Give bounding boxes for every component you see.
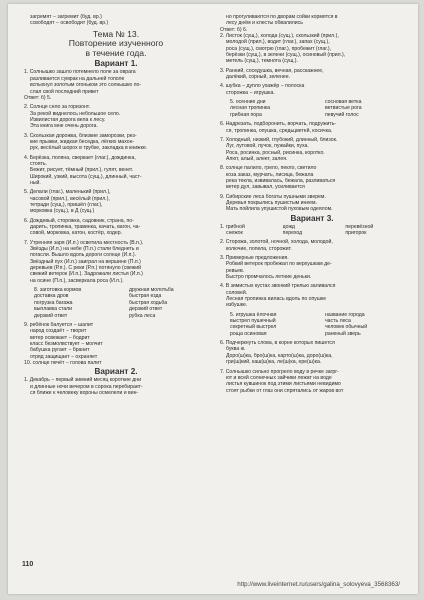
text-line: метель (сущ.), темнота (сущ.). (226, 58, 298, 65)
text-line: совой, морковка, катон, костёр, ходер. (30, 230, 123, 237)
text-line: 1. Декабрь − первый зимний месяц короткие дни (24, 377, 141, 384)
text-line: Луг, лутовой, пучок, пужайки, пуха. (226, 143, 309, 150)
answer-line: Ответ: б) 5. (24, 94, 52, 101)
text-line: гри(ш)кий, каш(ш)ка, ле(ш)ка, ере(ш)ка. (226, 359, 322, 366)
text-line: класс безмолвствует − молчит (30, 340, 103, 347)
grid-cell: секретный выстрел (230, 324, 277, 331)
grid-cell: раненый зверь (325, 330, 361, 337)
text-line: 4. шубка − дупло ухажёр − полоска (220, 83, 305, 90)
exercise-v3-4 (220, 283, 404, 308)
text-line: сторожка − игрушка. (226, 89, 275, 96)
text-line: Звёзды (И.п.) на небе (П.п.) стали бледнеть и (30, 246, 139, 253)
text-line: свежий ветерок (И.п.). Задрожали листья (И.п.) (30, 271, 143, 278)
exercise-4 (220, 83, 404, 96)
title-line: в течение года. (85, 47, 147, 58)
text-line: 4. Берёзка, поляна, сверкает (глаг.), дождинка, (24, 154, 136, 161)
text-line: 10. солнце печёт − голова палит (24, 359, 102, 366)
grid-cell: ветвистые рога (325, 105, 362, 112)
text-line: 8. солнце палило, грело, пекло, светило (220, 165, 317, 172)
exercise-7 (24, 240, 208, 284)
text-line: коза заказ, мурчать, лисица, бежала (226, 171, 314, 178)
right-top-lines (220, 14, 404, 27)
grid-cell: лесная тропинка (230, 105, 271, 112)
text-line: морковка (сущ.), в Д (сущ.) (30, 208, 95, 215)
page-number: 110 (22, 561, 34, 568)
text-line: 6. Надрезать, подборонить, ворчать, подружить- (220, 121, 337, 128)
text-line: 3. Примерные предложения. (220, 255, 289, 261)
grid-cell: 5. осенние дни (230, 99, 266, 106)
grid-cell: быстрая ходьба (129, 299, 168, 306)
exercise-9 (24, 322, 208, 360)
text-line: народ создаёт − творит (30, 328, 87, 335)
grid-cell: 1. грибной (220, 223, 245, 230)
text-line: ветер освежает − бодрит (30, 334, 90, 341)
exercise-v2-1 (24, 377, 208, 396)
text-line: Роса, росинка, росный, рисинка, коротко. (226, 149, 325, 156)
text-line: Мать пойлила упушистой пуховым одеялом. (226, 206, 333, 213)
text-line: 6. Подчеркнуть слова, в корне которых пишется (220, 340, 335, 347)
grid-cell: часть леса (325, 318, 351, 325)
grid-cell: перевёзной (345, 223, 374, 230)
text-line: Звёздный пух (И.п.) заиграл на вершине (П.п.) (30, 258, 141, 265)
text-line: слал свой последний привет (30, 88, 99, 95)
text-line: 2. Сторожа, золотой, ночной, холода, молодой, (220, 239, 333, 246)
grid-cell: дружная молотьба (129, 287, 174, 294)
text-line: 3. Ранний, соседушка, вечная, расскажнее, (220, 67, 324, 74)
text-line: листья кувшинок под этими листьями невидимо (226, 381, 341, 388)
variant-heading: Вариант 2. (94, 367, 138, 377)
text-line: ся, тропинка, опушка, средьцветей, косичка. (226, 127, 333, 134)
text-line: 7. Утренняя заря (И.п.) осветила местность (В.п.). (24, 239, 144, 246)
text-line: буква ж. (226, 346, 246, 353)
grid-cell: пригорок (345, 229, 367, 236)
text-line: но прогуливаются по дворам сойки кормятся в (226, 14, 338, 20)
text-line: Лесная тропинка вилась вдоль по опушке (226, 296, 327, 303)
text-line: ветер дул, завывал, усиливается (226, 184, 305, 191)
grid-cell: дерзкий ответ (129, 306, 163, 313)
grid-cell: быстрая езда (129, 293, 162, 300)
text-line: ссвободят − освободит (буд. вр.) (30, 20, 109, 27)
exercise-6 (24, 218, 208, 237)
text-line: Робкий ветерок пробежал по верхушкам де- (226, 261, 332, 268)
text-line: 2. Листок (сущ.), холода (сущ.), скользкий (прил.), (220, 33, 339, 40)
grid-cell: снежок (226, 229, 243, 236)
exercise-2 (220, 33, 404, 65)
text-line: ный. (30, 179, 41, 186)
exercise-v3-7 (220, 369, 404, 394)
text-line: Быстро промчалось летние деньки. (226, 274, 312, 281)
text-line: ют и всей солнечных зайчики лежат на воде (226, 374, 332, 381)
variant-heading: Вариант 3. (290, 213, 334, 223)
text-line: вспыхнул золотым огоньком это солнышко по- (30, 82, 142, 89)
exercise-v3-1-table (220, 224, 404, 237)
exercise-1 (24, 69, 208, 101)
text-line: 7. Солнышко сильно прогрело воду в речке загрг- (220, 368, 339, 375)
exercise-2 (24, 104, 208, 129)
exercise-v3-5-table (220, 312, 404, 337)
grid-cell: 8. заготовка кормов (34, 287, 82, 294)
exercise-4 (24, 155, 208, 187)
grid-cell: человек обычный (325, 324, 368, 331)
text-line: Деревья покрылись пушистым инеем. (226, 199, 317, 206)
text-line: бабушка ругает − бранит (30, 347, 90, 354)
left-column (24, 14, 208, 396)
grid-cell: дожд (282, 223, 295, 230)
exercise-3 (220, 68, 404, 81)
exercise-v3-2 (220, 239, 404, 252)
text-line: 3. Скользкая дорожка, близкие заморозки, рез- (24, 132, 137, 139)
title-line: Повторение изученного (68, 38, 164, 49)
answer-line: Ответ: б) 6. (220, 26, 248, 33)
exercise-8 (220, 165, 404, 190)
text-line: стоять. (30, 160, 47, 167)
text-line: Широкий, узкий, высота (сущ.), длинный, част- (30, 173, 142, 180)
grid-cell: 5. игрушка ёлочная (230, 311, 277, 318)
text-line: Доро(ш)ка, бро(ш)ка, карто(ш)ка, доро(ш)ка, (226, 352, 333, 359)
text-line: Бежит, рисует, тёмный (прил.), гулят, венет. (30, 167, 134, 174)
exercise-8-table (24, 287, 208, 319)
text-line: берёзки (сущ.), в зелени (сущ.), осиновый (прил.), (226, 52, 346, 59)
exercise-9 (220, 194, 404, 213)
grid-cell: сосновая ветка (325, 99, 362, 106)
title-line: Тема № 13. (92, 28, 140, 39)
text-line: на осине (П.п.), засверкала роса (И.п.). (30, 277, 124, 284)
text-line: 6. Дождевый, сторожка, садовник, страна, по- (24, 217, 134, 224)
document-page (8, 4, 418, 594)
topic-title (24, 30, 208, 59)
exercise-6 (220, 121, 404, 134)
text-line: разливается сумрак на дальней тополе (30, 75, 125, 82)
text-line: 2. Солнце село за горизонт. (24, 104, 90, 111)
variant-heading: Вариант 1. (94, 59, 138, 69)
text-line: лесу днём и клесты обвалились (226, 20, 303, 27)
grid-cell: рубка леса (129, 312, 156, 319)
grid-cell: погрузка багажа (34, 299, 73, 306)
grid-cell: грибная пора (230, 111, 262, 118)
grid-cell: певучий голос (325, 111, 359, 118)
exercise-v3-3 (220, 255, 404, 280)
source-url[interactable]: http://www.liveinternet.ru/users/galina_solovyeva_3568363/ (237, 581, 400, 588)
left-top-lines (24, 14, 208, 27)
text-line: погасли. Вышло вдоль дороги солнце (И.п.). (30, 252, 137, 259)
grid-cell: выстрел пушечный (230, 318, 276, 325)
text-line: река текла, извивалась, бежала, разливаться (226, 177, 336, 184)
text-line: ся ближе к человеку вороны осмелели и вин- (30, 389, 139, 396)
text-line: и длинные ночи вечером в сорока перебирает- (30, 383, 143, 390)
text-line: 9. Сибирские леса богаты пушными зверем. (220, 193, 326, 200)
text-line: рук, весёлый шорох в трубке, закладка в книжке. (30, 145, 148, 152)
exercise-v3-6 (220, 340, 404, 365)
text-line: роса (сущ.), смотрю (глаг.), пробежит (глаг.), (226, 45, 332, 52)
right-column (220, 14, 404, 394)
text-line: 4. В зимистых кустах звонкий трелью заливался (220, 283, 336, 290)
text-line: 7. Холодный, низкий, глубокий, длинный, близок. (220, 136, 338, 143)
text-line: колючие, попела, сторожит. (226, 245, 292, 252)
exercise-5 (24, 189, 208, 214)
grid-cell: роща осиновая (230, 330, 267, 337)
text-line: ревьев. (226, 267, 245, 274)
text-line: молодой (прил.), водит (глаг.), запах (сущ.), (226, 39, 330, 46)
exercise-7 (220, 137, 404, 162)
text-line: тетради (сущ.), пришёл (глаг.), (30, 202, 103, 208)
text-line: кие прыжки, жидкая беседка, лёгких махон- (30, 138, 135, 145)
text-line: стоят рыбки от глаз они спрятались от жаров вот (226, 387, 344, 394)
grid-cell: дерзкий ответ (34, 312, 68, 319)
text-line: 1. Солнышко зашло потемнело поле за оврага (24, 69, 136, 76)
grid-cell: доставка дров (34, 293, 69, 300)
text-line: соловей. (226, 289, 248, 296)
text-line: избушке. (226, 302, 248, 309)
text-line: часовой (прил.), весёлый (прил.), (30, 195, 110, 202)
text-line: 5. Делали (глаг.), маленький (прил.), (24, 189, 111, 196)
grid-cell: название города (325, 311, 365, 318)
text-line: загремят − загремит (буд. вр.) (30, 14, 102, 20)
text-line: далёкий, сорный, зеленее. (226, 74, 291, 81)
text-line: Эта книга мне очень дорога. (30, 123, 98, 130)
text-line: деревьев (Р.п.). С реки (Р.п.) потянуло (свежий (30, 265, 141, 272)
grid-cell: переход (282, 229, 303, 236)
text-line: Алют, алый, алеет, залея. (226, 155, 288, 162)
grid-cell: выплавка стали (34, 306, 73, 313)
text-line: За рекой виднелось небольшое село. (30, 110, 121, 117)
exercise-5-table (220, 99, 404, 118)
text-line: Извилистая дорога вела к лесу. (30, 116, 106, 123)
exercise-3 (24, 133, 208, 152)
text-line: отряд защищает − охраняет (30, 353, 98, 360)
text-line: 9. ребёнок балуется − шалит (24, 321, 94, 328)
text-line: дарить, тропинка, травинка, качать, вагон, ча- (30, 224, 141, 231)
